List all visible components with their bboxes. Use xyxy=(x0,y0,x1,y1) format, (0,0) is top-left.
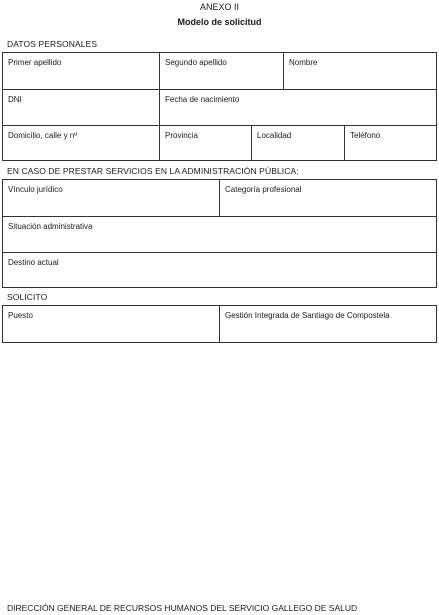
phone-label: Teléfono xyxy=(350,131,381,140)
table-row xyxy=(3,216,436,252)
personal-data-heading: DATOS PERSONALES xyxy=(7,39,98,49)
personal-data-table xyxy=(2,52,437,161)
locality-label: Localidad xyxy=(257,131,292,140)
birth-date-field[interactable] xyxy=(159,90,436,125)
current-destination-label: Destino actual xyxy=(8,258,59,267)
table-row xyxy=(3,252,436,287)
name-field[interactable] xyxy=(283,53,436,89)
locality-field[interactable] xyxy=(251,126,344,160)
public-service-table xyxy=(2,179,437,288)
legal-link-field[interactable] xyxy=(3,180,219,216)
position-field[interactable] xyxy=(3,306,219,342)
position-label: Puesto xyxy=(8,311,33,320)
administrative-status-field[interactable] xyxy=(3,217,436,252)
public-service-heading: EN CASO DE PRESTAR SERVICIOS EN LA ADMINISTRACIÓN PÚBLICA: xyxy=(7,166,299,176)
table-row xyxy=(3,180,436,216)
address-field[interactable] xyxy=(3,126,159,160)
table-row xyxy=(3,306,436,342)
table-row xyxy=(3,53,436,89)
professional-category-field[interactable] xyxy=(219,180,436,216)
request-heading: SOLICITO xyxy=(7,292,48,302)
management-area-label: Gestión Integrada de Santiago de Compostela xyxy=(225,311,390,320)
dni-label: DNI xyxy=(8,95,22,104)
professional-category-label: Categoría profesional xyxy=(225,185,302,194)
footer-institution: DIRECCIÓN GENERAL DE RECURSOS HUMANOS DEL SERVICIO GALLEGO DE SALUD xyxy=(7,603,358,613)
birth-date-label: Fecha de nacimiento xyxy=(165,95,240,104)
management-area-field[interactable] xyxy=(219,306,436,342)
province-label: Provincia xyxy=(165,131,198,140)
table-row xyxy=(3,89,436,125)
legal-link-label: Vínculo jurídico xyxy=(8,185,63,194)
address-label: Domicilio, calle y nº xyxy=(8,131,78,140)
current-destination-field[interactable] xyxy=(3,253,436,287)
second-surname-label: Segundo apellido xyxy=(165,58,227,67)
administrative-status-label: Situación administrativa xyxy=(8,222,93,231)
form-title: Modelo de solicitud xyxy=(177,17,262,27)
dni-field[interactable] xyxy=(3,90,159,125)
first-surname-label: Primer apellido xyxy=(8,58,62,67)
request-table xyxy=(2,305,437,343)
province-field[interactable] xyxy=(159,126,251,160)
annex-label: ANEXO II xyxy=(199,2,239,12)
second-surname-field[interactable] xyxy=(159,53,283,89)
table-row xyxy=(3,125,436,160)
first-surname-field[interactable] xyxy=(3,53,159,89)
name-label: Nombre xyxy=(289,58,318,67)
phone-field[interactable] xyxy=(344,126,436,160)
